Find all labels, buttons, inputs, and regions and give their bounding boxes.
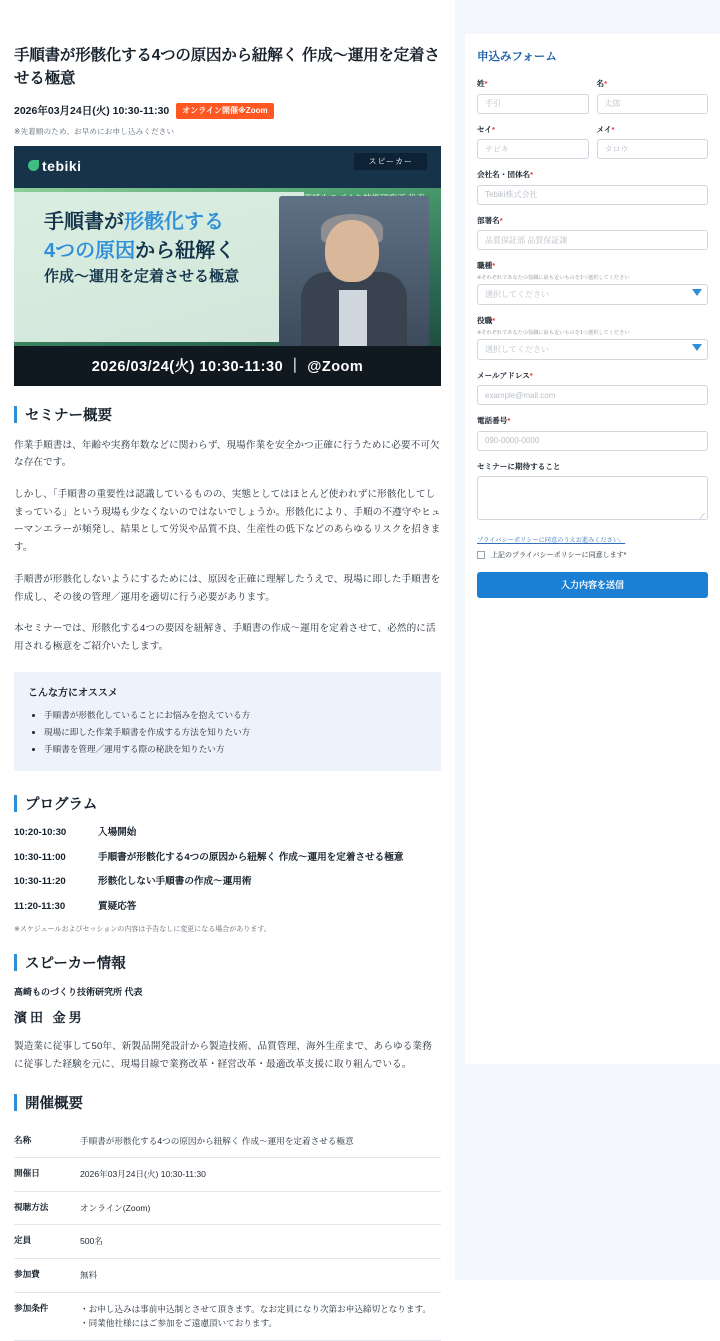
expectation-textarea[interactable] — [477, 476, 708, 520]
tel-label: 電話番号* — [477, 416, 511, 425]
job-select-wrap — [477, 284, 708, 305]
speaker-bio: 製造業に従事して50年、新製品開発設計から製造技術、品質管理、海外生産まで、あらゆる業務に従事した経験を元に、現場目線で業務改革・経営改革・最適改革支援に取り組んでいる。 — [14, 1041, 432, 1070]
hero-headline-1-plain: 手順書が — [44, 210, 124, 233]
sei-label: 姓* — [477, 79, 488, 88]
job-label: 職種* — [477, 261, 496, 270]
agree-row[interactable] — [477, 550, 708, 560]
name-row — [477, 78, 708, 124]
submit-button[interactable]: 入力内容を送信 — [477, 572, 708, 598]
speaker-name: 濱田 金男 — [14, 1010, 85, 1026]
overview-paragraph: しかし、「手順書の重要性は認識しているものの、実態としてはほとんど使われずに形骸化してしまっている」という現場も少なくないのではないでしょうか。形骸化により、手順の不遵守やヒューマンエラーが頻発し、結果として労災や品質不良、生産性の低下などのあらゆるリスクを招きます。 — [14, 488, 441, 554]
field-job — [477, 260, 708, 305]
department-label: 部署名* — [477, 215, 503, 225]
heading-bar — [14, 406, 17, 423]
mei-label: 名* — [596, 79, 608, 88]
date-row — [14, 103, 441, 119]
speaker-heading-text: スピーカー情報 — [25, 956, 126, 973]
agree-label: 上記のプライバシーポリシーに同意します* — [491, 551, 627, 559]
table-row — [14, 875, 441, 888]
position-select-wrap — [477, 339, 708, 360]
overview-heading-text: セミナー概要 — [25, 407, 112, 424]
overview-paragraph: 本セミナーでは、形骸化する4つの要因を紐解き、手順書の作成〜運用を定着させて、必然的に活用される極意をご紹介いたします。 — [14, 623, 436, 653]
section-heading-speaker — [14, 952, 441, 973]
details-label: 定員 — [14, 1235, 32, 1246]
heading-bar — [14, 954, 17, 971]
department-input[interactable] — [477, 230, 708, 250]
hero-headline — [44, 208, 309, 288]
details-value: ・お申し込みは事前申込制とさせて頂きます。なお定員になり次第お申込締切となります。 ・同業他社様にはご参加をご遠慮頂いております。 — [80, 1303, 431, 1329]
required-mark: * — [499, 215, 503, 225]
email-field[interactable] — [477, 385, 708, 405]
program-text: 手順書が形骸化する4つの原因から紐解く 作成〜運用を定着させる極意 — [98, 851, 404, 863]
program-text: 形骸化しない手順書の作成〜運用術 — [98, 876, 252, 888]
agree-checkbox[interactable] — [477, 551, 485, 559]
table-row — [14, 851, 441, 864]
heading-bar — [14, 795, 17, 812]
required-mark: * — [492, 315, 496, 325]
speaker-org: 高崎ものづくり技術研究所 代表 — [14, 987, 143, 998]
table-row — [14, 1225, 441, 1259]
program-note: ※スケジュールおよびセッションの内容は予告なしに変更になる場合があります。 — [14, 926, 271, 934]
table-row — [14, 1125, 441, 1158]
details-value: 500名 — [80, 1236, 103, 1247]
heading-bar — [14, 1094, 17, 1111]
program-time: 11:20-11:30 — [14, 900, 66, 912]
resize-grip-icon[interactable]: ⟋ — [699, 511, 705, 521]
field-expectation — [477, 461, 708, 525]
hero-headline-1-accent: 形骸化する — [124, 210, 224, 233]
speaker-photo-shirt — [339, 290, 367, 346]
recommend-title: こんな方にオススメ — [28, 687, 118, 699]
speaker-photo — [279, 196, 429, 346]
details-label: 参加費 — [14, 1269, 40, 1279]
details-heading-text: 開催概要 — [25, 1095, 83, 1112]
details-label: 名称 — [14, 1134, 32, 1145]
first-come-note: ※先着順のため、お早めにお申し込みください — [14, 126, 175, 136]
page-title: 手順書が形骸化する4つの原因から紐解く 作成〜運用を定着させる極意 — [14, 47, 440, 88]
mei-kana-input[interactable] — [597, 139, 709, 159]
program-time: 10:20-10:30 — [14, 827, 67, 839]
table-row — [14, 1191, 441, 1225]
hero-footer-datetime: 2026/03/24(火) 10:30-11:30 ｜ @Zoom — [14, 346, 441, 386]
mei-kana-label: メイ* — [596, 124, 615, 134]
seminar-date: 2026年03月24日(火) 10:30-11:30 — [14, 105, 170, 117]
required-mark: * — [611, 124, 615, 134]
table-row — [14, 826, 441, 839]
position-select[interactable] — [477, 339, 708, 360]
required-mark: * — [604, 79, 608, 88]
overview-paragraph: 手順書が形骸化しないようにするためには、原因を正確に理解したうえで、現場に即した手順書を作成し、その後の管理／運用を適切に行う必要があります。 — [14, 573, 441, 603]
field-position — [477, 315, 708, 360]
position-hint: ※それぞれであなたの役職に最も近いものを1つ選択してください — [477, 329, 630, 336]
status-badge-online: オンライン開催※Zoom — [176, 103, 273, 119]
table-row — [14, 1158, 441, 1192]
required-mark: * — [492, 261, 496, 270]
details-table — [14, 1125, 441, 1341]
mei-input[interactable] — [597, 94, 709, 114]
program-heading-text: プログラム — [25, 797, 98, 814]
section-heading-program — [14, 793, 441, 814]
company-label: 会社名・団体名* — [477, 170, 534, 179]
speaker-photo-head — [325, 220, 379, 282]
details-value: 無料 — [80, 1270, 98, 1280]
sei-input[interactable] — [477, 94, 589, 114]
tebiki-logo-text: tebiki — [42, 157, 82, 174]
table-row — [14, 1292, 441, 1340]
job-select[interactable] — [477, 284, 708, 305]
privacy-policy-link[interactable]: プライバシーポリシーに同意のうえお進みください。 — [477, 536, 626, 544]
recommend-list — [28, 707, 427, 759]
email-label: メールアドレス* — [477, 370, 533, 380]
field-mei-kana — [597, 124, 709, 160]
hero-banner — [14, 146, 441, 386]
section-heading-overview — [14, 404, 441, 425]
list-item: • 現場に即した作業手順書を作成する方法を知りたい方 — [44, 724, 427, 741]
field-company — [477, 169, 708, 205]
details-label: 参加条件 — [14, 1302, 49, 1313]
required-mark: * — [530, 170, 534, 179]
hero-headline-2-accent: 4つの原因 — [44, 239, 136, 262]
required-mark: * — [484, 79, 488, 88]
company-input[interactable] — [477, 185, 708, 205]
field-tel — [477, 415, 708, 451]
hero-headline-3: 作成〜運用を定着させる極意 — [44, 267, 240, 285]
table-row — [14, 1259, 441, 1293]
registration-form — [465, 34, 720, 1064]
kana-row — [477, 124, 708, 170]
program-text: 質疑応答 — [98, 900, 137, 912]
required-mark: * — [529, 370, 533, 380]
details-value: 手順書が形骸化する4つの原因から紐解く 作成〜運用を定着させる極意 — [80, 1135, 354, 1146]
field-mei — [597, 78, 709, 114]
list-item: • 手順書が形骸化していることにお悩みを抱えている方 — [44, 707, 427, 724]
required-mark: * — [507, 416, 511, 425]
job-hint: ※それぞれであなたの役職に最も近いものを1つ選択してください — [477, 275, 630, 281]
form-title: 申込みフォーム — [477, 51, 557, 63]
program-time: 10:30-11:20 — [14, 876, 66, 888]
sei-kana-input[interactable] — [477, 139, 589, 159]
tel-field[interactable] — [477, 431, 708, 451]
hero-speaker-tag: スピーカー — [354, 153, 427, 170]
overview-paragraph: 作業手順書は、年齢や実務年数などに関わらず、現場作業を安全かつ正確に行うために必要不可欠な存在です。 — [14, 439, 440, 469]
hero-headline-2-plain: から紐解く — [135, 239, 236, 262]
list-item: • 手順書を管理／運用する際の秘訣を知りたい方 — [44, 741, 427, 758]
details-label: 開催日 — [14, 1168, 40, 1179]
field-sei — [477, 78, 589, 114]
field-department — [477, 215, 708, 251]
sei-kana-label: セイ* — [477, 124, 495, 134]
details-label: 視聴方法 — [14, 1201, 49, 1212]
recommend-box — [14, 672, 441, 772]
leaf-icon — [28, 160, 39, 171]
details-value: オンライン(Zoom) — [80, 1202, 151, 1213]
program-text: 入場開始 — [98, 827, 137, 839]
details-value: 2026年03月24日(火) 10:30-11:30 — [80, 1169, 206, 1180]
field-email — [477, 370, 708, 406]
tebiki-logo — [28, 158, 82, 174]
program-time: 10:30-11:00 — [14, 851, 66, 863]
form-panel — [455, 0, 720, 1280]
table-row — [14, 900, 441, 913]
field-sei-kana — [477, 124, 589, 160]
section-heading-details — [14, 1092, 441, 1113]
expectation-textarea-wrap — [477, 476, 708, 525]
required-mark: * — [491, 124, 495, 134]
expectation-label: セミナーに期待すること — [477, 461, 561, 471]
position-label: 役職* — [477, 315, 496, 325]
